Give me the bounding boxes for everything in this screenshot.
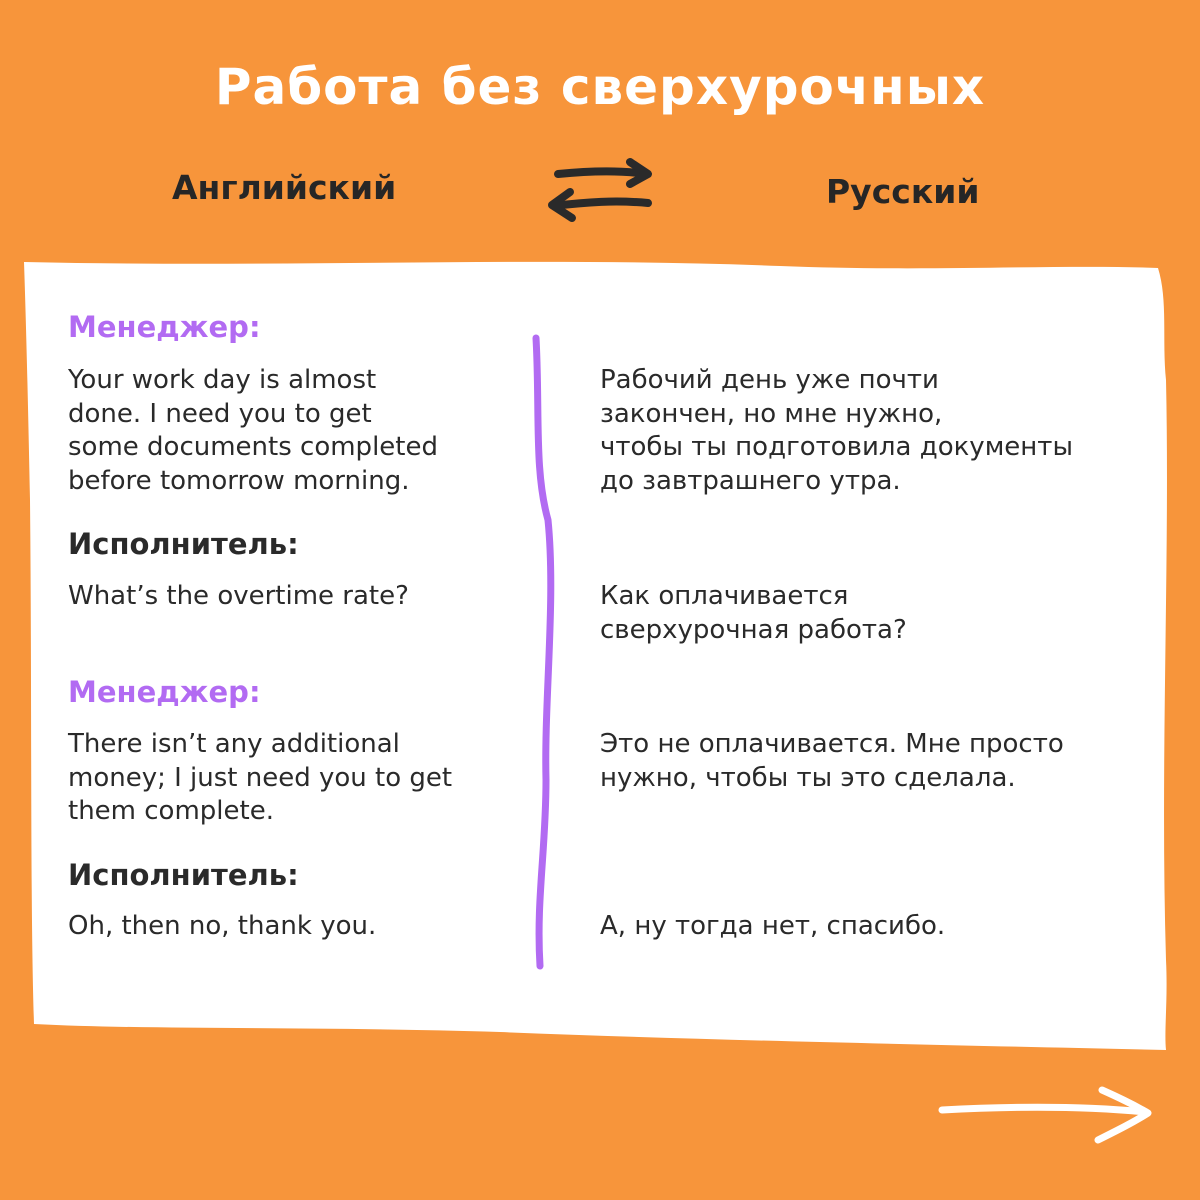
speaker-label-executor: Исполнитель: [68,527,299,561]
arrow-right-icon[interactable] [934,1084,1160,1148]
speaker-label-executor: Исполнитель: [68,858,299,892]
speaker-label-manager: Менеджер: [68,675,261,709]
english-line: Oh, then no, thank you. [68,911,377,941]
english-line: What’s the overtime rate? [68,581,409,611]
russian-line: А, ну тогда нет, спасибо. [600,911,946,941]
russian-line: Это не оплачивается. Мне просто нужно, чтобы ты это сделала. [600,729,1064,793]
russian-line: Как оплачивается сверхурочная работа? [600,581,907,645]
russian-line: Рабочий день уже почти закончен, но мне нужно, чтобы ты подготовила документы до завтрашнего утра. [600,365,1073,496]
target-language-label: Русский [826,172,980,211]
page-title: Работа без сверхурочных [214,58,986,116]
english-line: There isn’t any additional money; I just need you to get them complete. [68,729,453,826]
source-language-label: Английский [172,168,397,207]
speaker-label-manager: Менеджер: [68,310,261,344]
english-line: Your work day is almost done. I need you to get some documents completed before tomorrow morning. [68,365,438,496]
